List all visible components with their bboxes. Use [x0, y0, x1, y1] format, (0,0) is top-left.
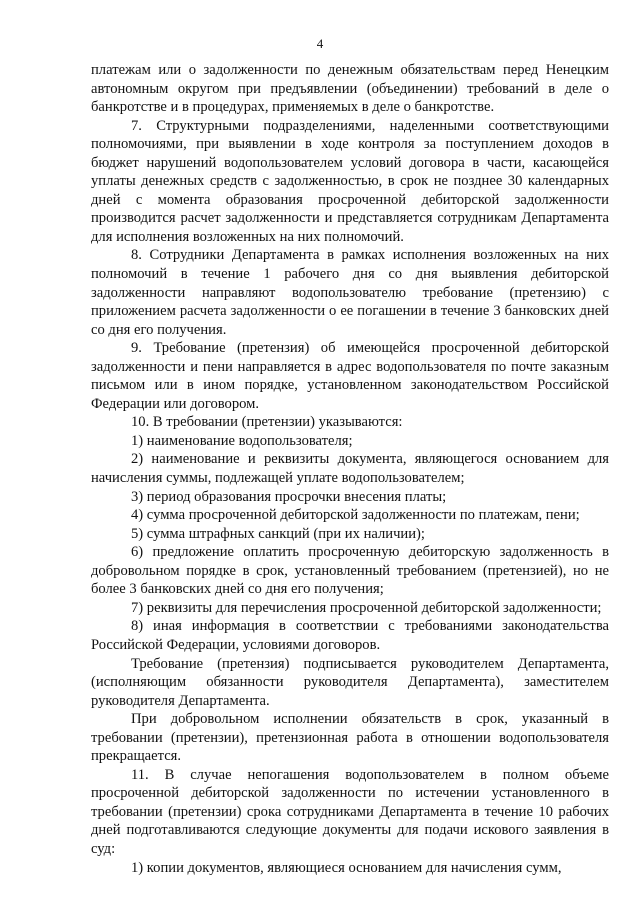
paragraph-continuation: платежам или о задолженности по денежным обязательствам перед Ненецким автономным округом при предъявлении (объединении) требований в деле о банкротстве и в процедурах, применяемых в деле о банкротстве. — [91, 62, 609, 116]
list-item-11-1: 1) копии документов, являющиеся основанием для начисления сумм, — [131, 859, 562, 876]
paragraph-item-7: 7. Структурными подразделениями, наделенными соответствующими полномочиями, при выявлении в ходе контроля за поступлением доходов в бюджет нарушений водопользователем условий договора в части, касающейся уплаты денежных средств с задолженностью, в срок не позднее 30 календарных дней с момента образования просроченной дебиторской задолженности производится расчет задолженности и представляется сотрудникам Департамента для исполнения возложенных на них полномочий. — [91, 117, 609, 245]
list-item-3: 3) период образования просрочки внесения платы; — [131, 488, 447, 505]
page-number: 4 — [316, 36, 324, 51]
paragraph-item-8: 8. Сотрудники Департамента в рамках исполнения возложенных на них полномочий в течение 1 рабочего дня со дня выявления дебиторской задолженности направляют водопользователю требование (претензию) с приложением расчета задолженности о ее погашении в течение 3 банковских дней со дня его получения. — [91, 247, 609, 338]
list-item-7: 7) реквизиты для перечисления просроченной дебиторской задолженности; — [131, 599, 602, 616]
paragraph-item-11: 11. В случае непогашения водопользователем в полном объеме просроченной дебиторской задолженности по истечении установленного в требовании (претензии) срока сотрудниками Департамента в течение 10 рабочих дней подготавливаются следующие документы для подачи искового заявления в суд: — [91, 766, 609, 857]
paragraph-item-10: 10. В требовании (претензии) указываются: — [131, 414, 403, 431]
list-item-5: 5) сумма штрафных санкций (при их наличии); — [131, 525, 425, 542]
list-item-2: 2) наименование и реквизиты документа, являющегося основанием для начисления суммы, подлежащей уплате водопользователем; — [91, 451, 609, 487]
document-body — [91, 61, 609, 877]
paragraph-signature: Требование (претензия) подписывается руководителем Департамента, (исполняющим обязанности руководителя Департамента), заместителем руководителя Департамента. — [91, 655, 609, 709]
paragraph-item-9: 9. Требование (претензия) об имеющейся просроченной дебиторской задолженности и пени направляется в адрес водопользователя по почте заказным письмом или в ином порядке, установленном законодательством Российской Федерации или договором. — [91, 340, 609, 412]
list-item-4: 4) сумма просроченной дебиторской задолженности по платежам, пени; — [131, 507, 580, 524]
paragraph-voluntary: При добровольном исполнении обязательств в срок, указанный в требовании (претензии), претензионная работа в отношении водопользователя прекращается. — [91, 711, 609, 765]
list-item-1: 1) наименование водопользователя; — [131, 432, 353, 449]
list-item-6: 6) предложение оплатить просроченную дебиторскую задолженность в добровольном порядке в срок, установленный требованием (претензией), но не более 3 банковских дней со дня его получения; — [91, 544, 609, 598]
list-item-8: 8) иная информация в соответствии с требованиями законодательства Российской Федерации, условиями договоров. — [91, 618, 609, 653]
